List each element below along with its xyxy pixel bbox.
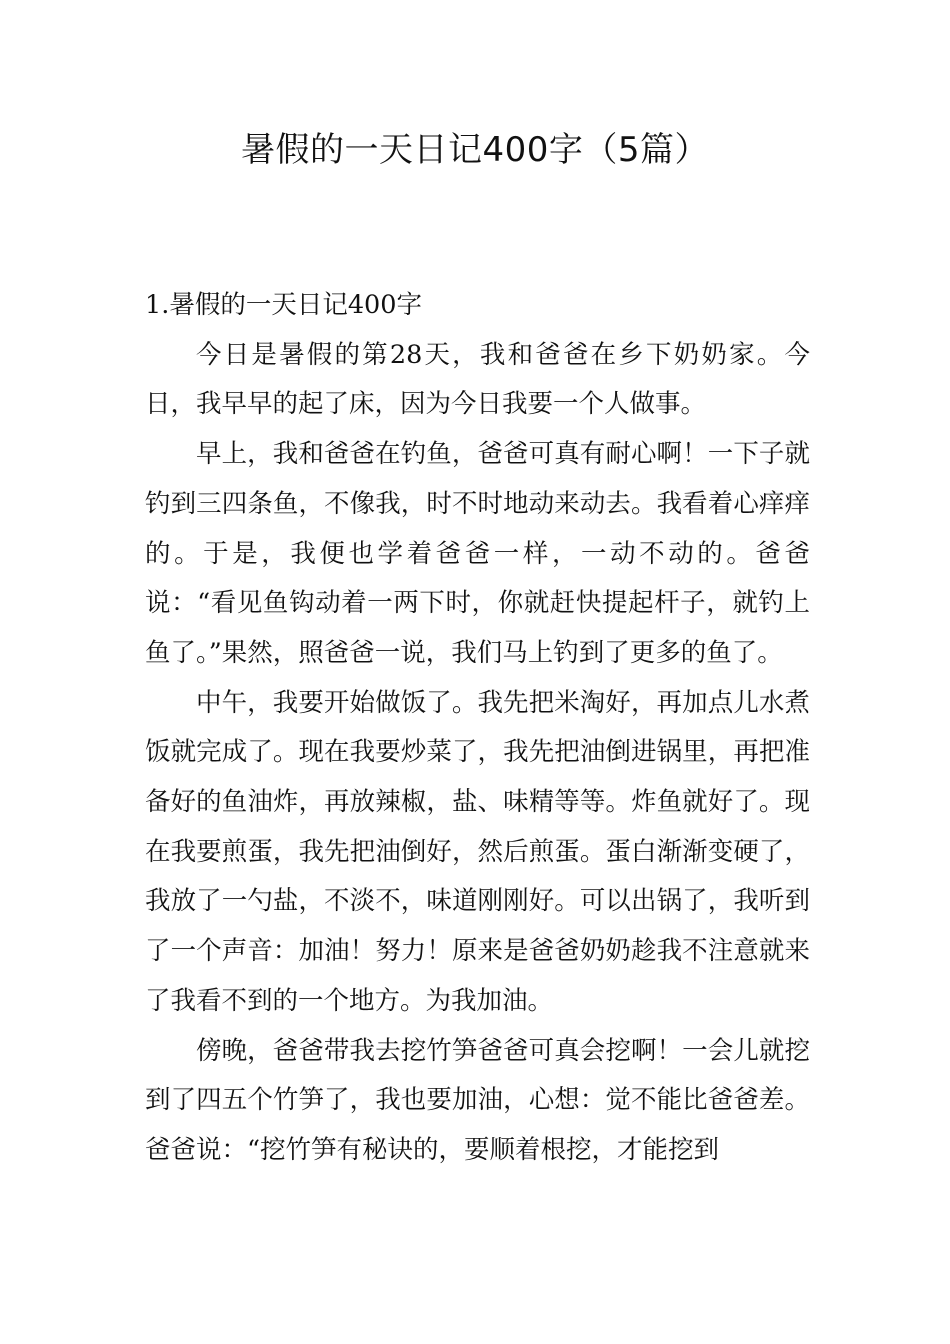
section-heading: 1.暑假的一天日记400字	[145, 290, 423, 320]
paragraph-3: 中午，我要开始做饭了。我先把米淘好，再加点儿水煮饭就完成了。现在我要炒菜了，我先把油倒进锅里，再把准备好的鱼油炸，再放辣椒，盐、味精等等。炸鱼就好了。现在我要煎蛋，我先把油倒好，然后煎蛋。蛋白渐渐变硬了，我放了一勺盐，不淡不，味道刚刚好。可以出锅了，我听到了一个声音：加油！努力！原来是爸爸奶奶趁我不注意就来了我看不到的一个地方。为我加油。	[145, 687, 810, 1016]
paragraph-4: 傍晚，爸爸带我去挖竹笋爸爸可真会挖啊！一会儿就挖到了四五个竹笋了，我也要加油，心想：觉不能比爸爸差。爸爸说：“挖竹笋有秘诀的，要顺着根挖，才能挖到	[145, 1035, 810, 1165]
document-title: 暑假的一天日记400字（5篇）	[240, 130, 710, 170]
paragraph-2: 早上，我和爸爸在钓鱼，爸爸可真有耐心啊！一下子就钓到三四条鱼，不像我，时不时地动来动去。我看着心痒痒的。于是，我便也学着爸爸一样，一动不动的。爸爸说：“看见鱼钩动着一两下时，你就赶快提起杆子，就钓上鱼了。”果然，照爸爸一说，我们马上钓到了更多的鱼了。	[145, 439, 810, 668]
paragraph-1: 今日是暑假的第28天，我和爸爸在乡下奶奶家。今日，我早早的起了床，因为今日我要一个人做事。	[145, 339, 810, 420]
document-body	[145, 281, 810, 1176]
